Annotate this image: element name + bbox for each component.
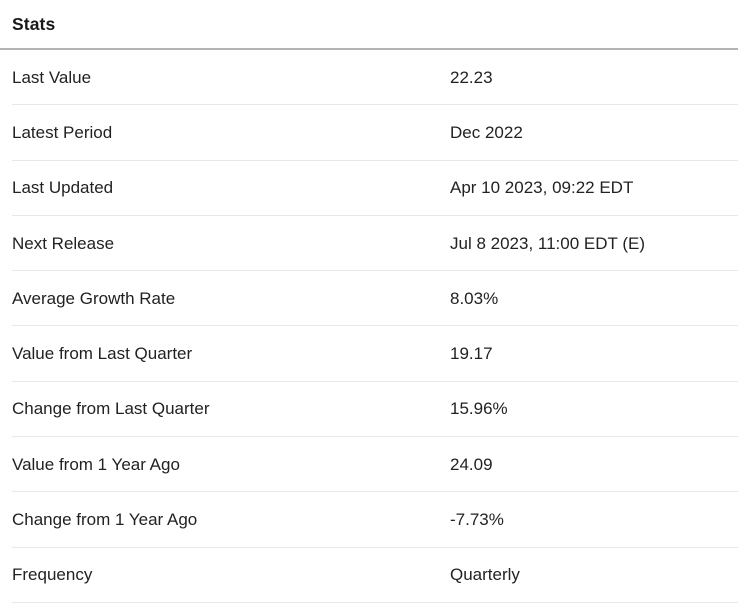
- stats-row: [0, 161, 738, 216]
- stat-label: Last Value: [12, 67, 92, 87]
- stat-value: 19.17: [450, 344, 493, 364]
- stat-label: Last Updated: [12, 178, 114, 198]
- stat-value: Dec 2022: [450, 122, 523, 142]
- stat-label: Average Growth Rate: [12, 288, 176, 308]
- stat-value: Jul 8 2023, 11:00 EDT (E): [450, 233, 645, 253]
- stat-value: Apr 10 2023, 09:22 EDT: [450, 178, 634, 198]
- stats-row: [0, 50, 738, 105]
- stat-label: Change from Last Quarter: [12, 399, 210, 419]
- stats-header: [0, 0, 738, 50]
- stats-row: [0, 326, 738, 381]
- stats-row: [0, 492, 738, 547]
- stats-row: [0, 216, 738, 271]
- stat-label: Value from 1 Year Ago: [12, 454, 180, 474]
- stats-row: [0, 548, 738, 603]
- stats-row: [0, 437, 738, 492]
- stat-value: 8.03%: [450, 288, 499, 308]
- stats-row: [0, 271, 738, 326]
- stat-value: 15.96%: [450, 399, 508, 419]
- stats-row: [0, 382, 738, 437]
- stat-label: Latest Period: [12, 122, 113, 142]
- stats-rows-container: [0, 50, 738, 603]
- stat-label: Change from 1 Year Ago: [12, 510, 198, 530]
- stat-value: -7.73%: [450, 510, 504, 530]
- stats-row: [0, 105, 738, 160]
- stat-value: 22.23: [450, 67, 493, 87]
- stat-value: 24.09: [450, 454, 493, 474]
- stat-label: Frequency: [12, 565, 93, 585]
- panel-title: Stats: [12, 13, 56, 34]
- stat-value: Quarterly: [450, 565, 520, 585]
- stat-label: Next Release: [12, 233, 115, 253]
- stat-label: Value from Last Quarter: [12, 344, 193, 364]
